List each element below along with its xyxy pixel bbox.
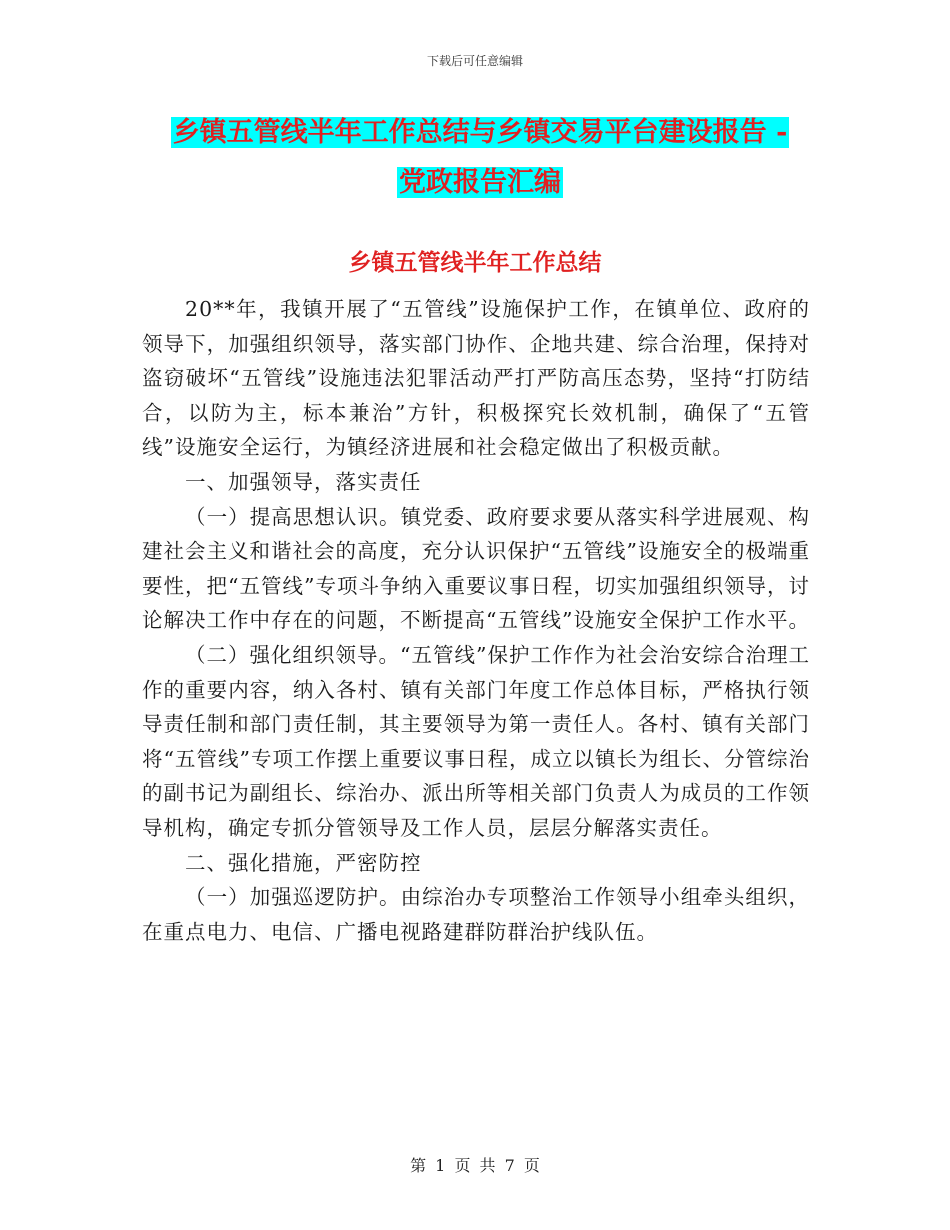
document-title-line2: 党政报告汇编: [399, 167, 561, 198]
document-title-line1: 乡镇五管线半年工作总结与乡镇交易平台建设报告 -: [172, 117, 788, 148]
page-footer: 第 1 页 共 7 页: [410, 1156, 540, 1175]
paragraph-1-2: （二）强化组织领导。“五管线”保护工作作为社会治安综合治理工作的重要内容，纳入各村、镇有关部门年度工作总体目标，严格执行领导责任制和部门责任制，其主要领导为第一责任人。各村、镇有关部门将“五管线”专项工作摆上重要议事日程，成立以镇长为组长、分管综治的副书记为副组长、综治办、派出所等相关部门负责人为成员的工作领导机构，确定专抓分管领导及工作人员，层层分解落实责任。: [142, 642, 811, 840]
paragraph-intro: 20**年，我镇开展了“五管线”设施保护工作，在镇单位、政府的领导下，加强组织领导，落实部门协作、企地共建、综合治理，保持对盗窃破坏“五管线”设施违法犯罪活动严打严防高压态势，坚持“打防结合，以防为主，标本兼治”方针，积极探究长效机制，确保了“五管线”设施安全运行，为镇经济进展和社会稳定做出了积极贡献。: [142, 297, 810, 460]
section-title: 乡镇五管线半年工作总结: [348, 249, 602, 276]
document-body: [142, 292, 810, 949]
paragraph-1-1: （一）提高思想认识。镇党委、政府要求要从落实科学进展观、构建社会主义和谐社会的高度，充分认识保护“五管线”设施安全的极端重要性，把“五管线”专项斗争纳入重要议事日程，切实加强组织领导，讨论解决工作中存在的问题，不断提高“五管线”设施安全保护工作水平。: [142, 504, 810, 633]
heading-1: 一、加强领导，落实责任: [185, 469, 422, 494]
document-title: [130, 108, 830, 208]
page-header-note: 下载后可任意编辑: [426, 54, 523, 68]
paragraph-2-1: （一）加强巡逻防护。由综治办专项整治工作领导小组牵头组织，在重点电力、电信、广播电视路建群防群治护线队伍。: [142, 885, 810, 944]
heading-2: 二、强化措施，严密防控: [185, 850, 422, 875]
